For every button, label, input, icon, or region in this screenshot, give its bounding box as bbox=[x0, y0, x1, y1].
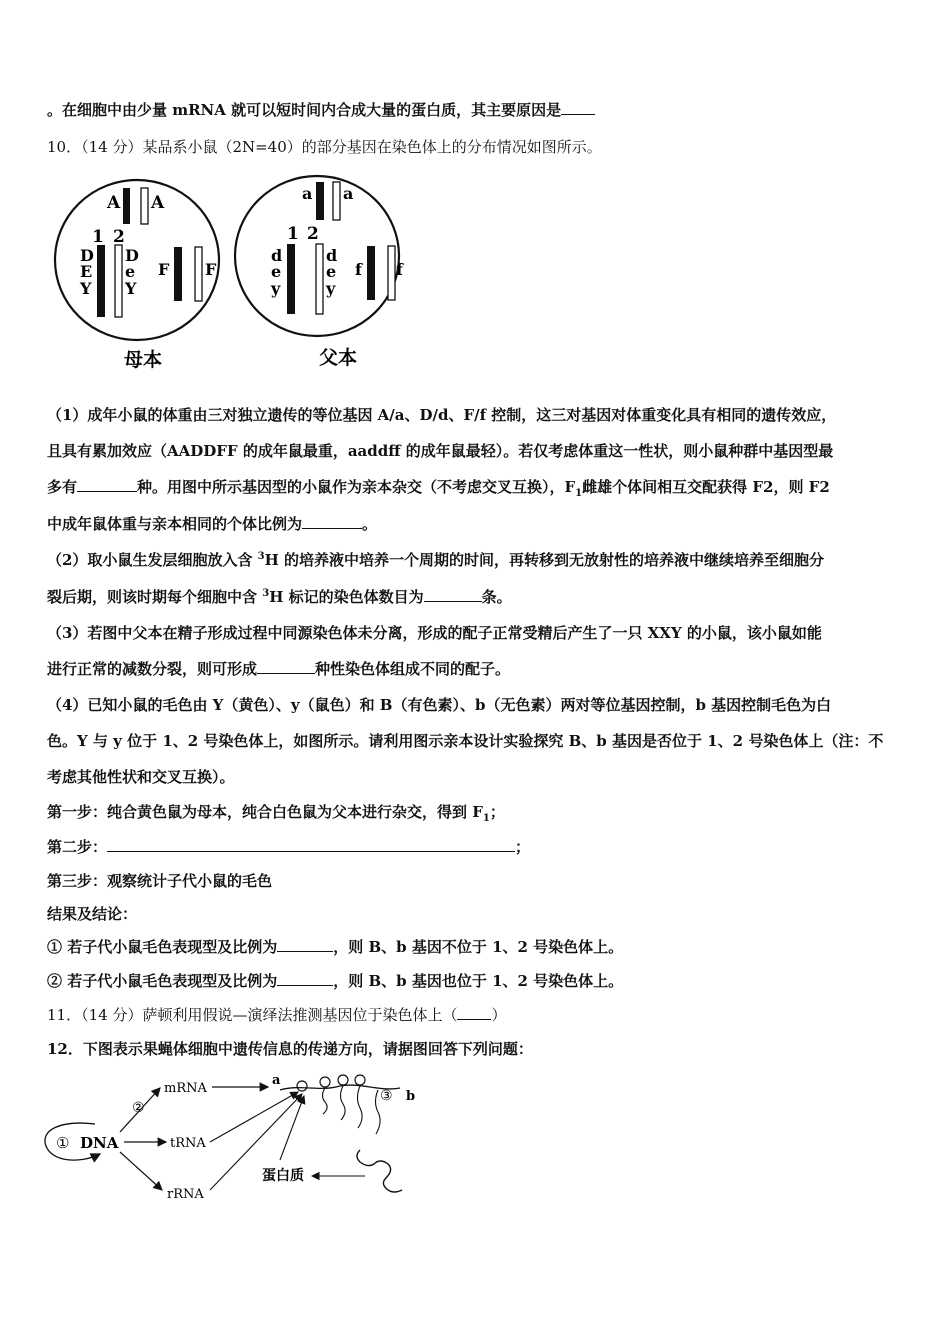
answer-blank[interactable] bbox=[257, 659, 315, 674]
polypeptide-chain bbox=[358, 1086, 363, 1128]
mother-label: 母本 bbox=[124, 349, 163, 371]
chromosome-light bbox=[388, 246, 395, 300]
translation-number: ③ bbox=[380, 1088, 393, 1104]
folded-protein bbox=[357, 1150, 402, 1192]
father-label: 父本 bbox=[319, 347, 358, 369]
replication-number: ① bbox=[56, 1134, 70, 1152]
part-2-line-b: 裂后期，则该时期每个细胞中含 $^3$H 标记的染色体数目为 条。 bbox=[47, 588, 512, 606]
chromosome-light bbox=[141, 188, 148, 224]
question-10: 10．（14 分）某品系小鼠（2N=40）的部分基因在染色体上的分布情况如图所示。 bbox=[47, 138, 602, 156]
part-3-line-b: 进行正常的减数分裂，则可形成 种性染色体组成不同的配子。 bbox=[47, 660, 511, 678]
gene-label: y bbox=[271, 279, 281, 298]
gene-label: D bbox=[125, 246, 139, 265]
ribosome bbox=[297, 1081, 307, 1091]
gene-label: a bbox=[343, 184, 354, 203]
answer-blank[interactable] bbox=[77, 477, 137, 492]
chromosome-dark bbox=[123, 188, 130, 224]
fragment-line: 。在细胞中由少量 mRNA 就可以短时间内合成大量的蛋白质，其主要原因是 bbox=[47, 100, 595, 120]
gene-label: e bbox=[271, 262, 282, 281]
chromosome-dark bbox=[174, 247, 182, 301]
gene-label: Y bbox=[80, 279, 92, 298]
part-1-line-d: 中成年鼠体重与亲本相同的个体比例为 。 bbox=[47, 515, 378, 533]
chromosome-number: 1 bbox=[92, 227, 104, 247]
gene-label: F bbox=[158, 260, 170, 279]
gene-label: e bbox=[125, 262, 136, 281]
result-heading: 结果及结论： bbox=[47, 905, 138, 923]
gene-label: d bbox=[326, 246, 338, 265]
answer-blank[interactable] bbox=[277, 971, 333, 986]
ribosome bbox=[320, 1077, 330, 1087]
chromosome-dark bbox=[287, 244, 295, 314]
part-4-line-b: 色。Y 与 y 位于 1、2 号染色体上，如图所示。请利用图示亲本设计实验探究 B、b 基因是否位于 1、2 号染色体上（注：不 bbox=[47, 732, 884, 750]
answer-blank[interactable] bbox=[457, 1005, 491, 1020]
ribosome bbox=[355, 1075, 365, 1085]
chromosome-light bbox=[195, 247, 202, 301]
answer-blank[interactable] bbox=[277, 937, 333, 952]
part-2-line-a: （2）取小鼠生发层细胞放入含 $^3$H 的培养液中培养一个周期的时间，再转移到无放射性的培养液中继续培养至细胞分 bbox=[47, 551, 825, 569]
transcription-number: ② bbox=[132, 1100, 145, 1116]
arrow-to-rrna bbox=[120, 1152, 162, 1190]
gene-label: e bbox=[326, 262, 337, 281]
gene-label: A bbox=[107, 193, 121, 213]
mrna-label: mRNA bbox=[164, 1081, 207, 1096]
chromosome-number: 2 bbox=[113, 227, 125, 247]
protein-label: 蛋白质 bbox=[262, 1168, 304, 1184]
question-12: 12．下图表示果蝇体细胞中遗传信息的传递方向，请据图回答下列问题： bbox=[47, 1040, 533, 1058]
step-1: 第一步：纯合黄色鼠为母本，纯合白色鼠为父本进行杂交，得到 $F_1$； bbox=[47, 803, 505, 824]
part-4-line-c: 考虑其他性状和交叉互换）。 bbox=[47, 768, 235, 786]
chromosome-figure bbox=[47, 168, 427, 378]
part-1-line-b: 且具有累加效应（AADDFF 的成年鼠最重，aaddff 的成年鼠最轻）。若仅考虑体重这一性状，则小鼠种群中基因型最 bbox=[47, 442, 834, 460]
arrow-protein-to-ribosome bbox=[280, 1096, 304, 1160]
gene-label: F bbox=[205, 260, 217, 279]
arrow-trna-to-ribosome bbox=[210, 1092, 298, 1142]
rrna-label: rRNA bbox=[167, 1187, 204, 1202]
polypeptide-chain bbox=[323, 1088, 328, 1114]
question-11: 11．（14 分）萨顿利用假说—演绎法推测基因位于染色体上（ ） bbox=[47, 1006, 507, 1024]
chromosome-number: 1 bbox=[287, 224, 299, 244]
answer-blank[interactable] bbox=[107, 837, 515, 852]
part-3-line-a: （3）若图中父本在精子形成过程中同源染色体未分离，形成的配子正常受精后产生了一只 XXY 的小鼠，该小鼠如能 bbox=[47, 624, 822, 642]
chromosome-dark bbox=[367, 246, 375, 300]
gene-label: y bbox=[326, 279, 336, 298]
strand-end-b: b bbox=[406, 1089, 416, 1104]
ribosome bbox=[338, 1075, 348, 1085]
answer-blank[interactable] bbox=[302, 514, 362, 529]
information-flow-figure bbox=[40, 1068, 440, 1208]
strand-end-a: a bbox=[272, 1073, 281, 1088]
gene-label: E bbox=[80, 262, 93, 281]
gene-label: a bbox=[302, 184, 313, 203]
part-4-line-a: （4）已知小鼠的毛色由 Y（黄色）、y（鼠色）和 B（有色素）、b（无色素）两对等位基因控制，b 基因控制毛色为白 bbox=[47, 696, 832, 714]
answer-blank[interactable] bbox=[561, 100, 595, 115]
answer-blank[interactable] bbox=[424, 587, 482, 602]
step-3: 第三步：观察统计子代小鼠的毛色 bbox=[47, 872, 273, 890]
chromosome-dark bbox=[316, 182, 324, 220]
step-2: 第二步： ； bbox=[47, 838, 531, 856]
gene-label: D bbox=[80, 246, 94, 265]
polypeptide-chain bbox=[341, 1086, 346, 1120]
gene-label: f bbox=[355, 260, 362, 279]
chromosome-light bbox=[316, 244, 323, 314]
gene-label: Y bbox=[125, 279, 137, 298]
chromosome-number: 2 bbox=[307, 224, 319, 244]
chromosome-light bbox=[115, 245, 122, 317]
gene-label: A bbox=[151, 193, 165, 213]
result-1: ① 若子代小鼠毛色表现型及比例为 ，则 B、b 基因不位于 1、2 号染色体上。 bbox=[47, 938, 624, 956]
dna-label: DNA bbox=[80, 1134, 119, 1152]
part-1-line-c: 多有 种。用图中所示基因型的小鼠作为亲本杂交（不考虑交叉互换），$F_1$雌雄个体间相互交配获得 F2，则 F2 bbox=[47, 478, 830, 499]
result-2: ② 若子代小鼠毛色表现型及比例为 ，则 B、b 基因也位于 1、2 号染色体上。 bbox=[47, 972, 624, 990]
part-1-line-a: （1）成年小鼠的体重由三对独立遗传的等位基因 A/a、D/d、F/f 控制，这三对基因对体重变化具有相同的遗传效应， bbox=[47, 406, 837, 424]
chromosome-dark bbox=[97, 245, 105, 317]
trna-label: tRNA bbox=[170, 1136, 206, 1151]
chromosome-light bbox=[333, 182, 340, 220]
gene-label: f bbox=[396, 260, 403, 279]
gene-label: d bbox=[271, 246, 283, 265]
